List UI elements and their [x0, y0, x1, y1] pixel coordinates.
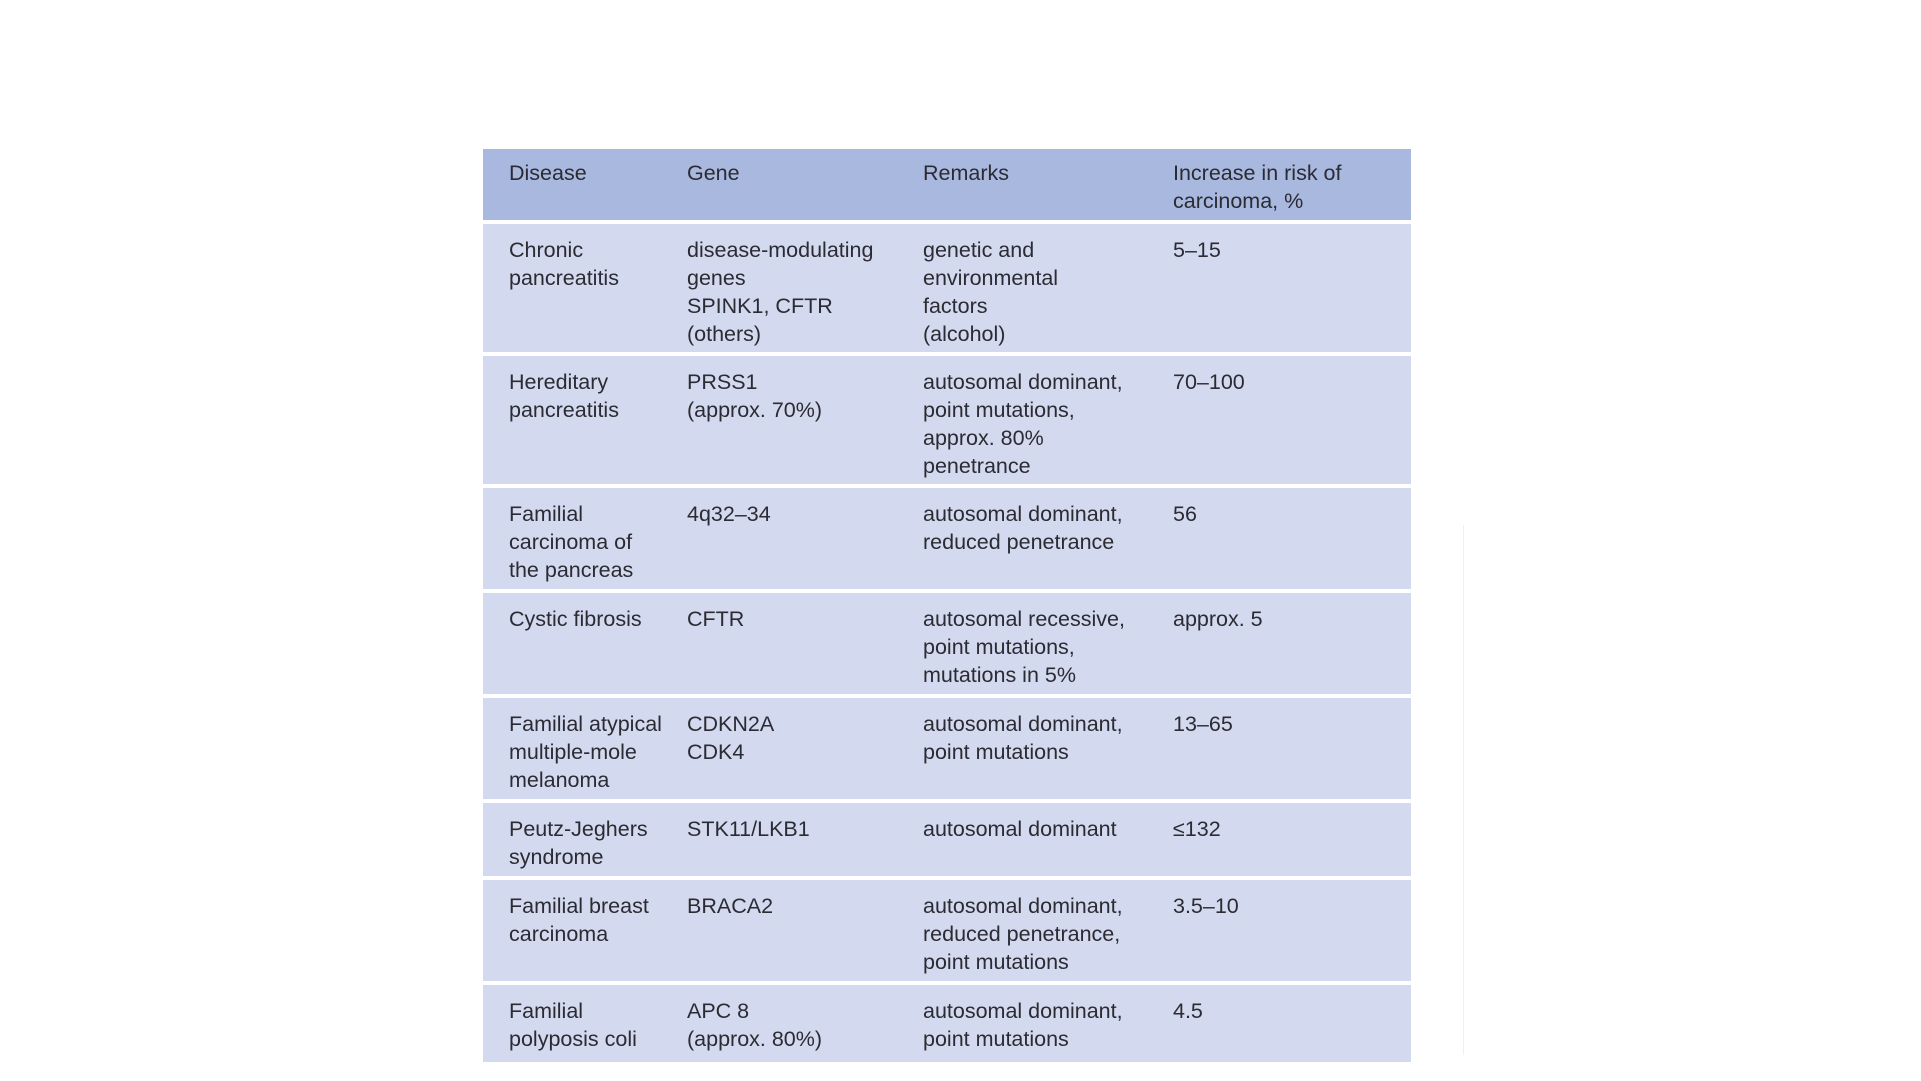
cell-remarks: autosomal dominant, point mutations [923, 698, 1173, 803]
cell-disease: Hereditary pancreatitis [483, 356, 687, 488]
header-gene: Gene [687, 149, 923, 224]
cell-remarks: autosomal recessive, point mutations, mutations in 5% [923, 593, 1173, 698]
cell-risk: 13–65 [1173, 698, 1411, 803]
cell-risk: 4.5 [1173, 985, 1411, 1062]
cell-remarks: autosomal dominant, point mutations, approx. 80% penetrance [923, 356, 1173, 488]
header-risk: Increase in risk of carcinoma, % [1173, 149, 1411, 224]
cell-gene: disease-modulating genes SPINK1, CFTR (others) [687, 224, 923, 356]
cell-risk: 56 [1173, 488, 1411, 593]
header-remarks: Remarks [923, 149, 1173, 224]
cell-risk: approx. 5 [1173, 593, 1411, 698]
header-disease: Disease [483, 149, 687, 224]
cell-remarks: genetic and environmental factors (alcohol) [923, 224, 1173, 356]
cell-remarks: autosomal dominant, reduced penetrance [923, 488, 1173, 593]
cell-risk: ≤132 [1173, 803, 1411, 880]
cell-remarks: autosomal dominant, point mutations [923, 985, 1173, 1062]
hereditary-pancreatic-risk-table [483, 149, 1411, 1062]
cell-gene: STK11/LKB1 [687, 803, 923, 880]
cell-gene: APC 8 (approx. 80%) [687, 985, 923, 1062]
cell-remarks: autosomal dominant [923, 803, 1173, 880]
cell-risk: 5–15 [1173, 224, 1411, 356]
cell-remarks: autosomal dominant, reduced penetrance, point mutations [923, 880, 1173, 985]
cell-gene: CDKN2A CDK4 [687, 698, 923, 803]
cell-gene: BRACA2 [687, 880, 923, 985]
cell-disease: Chronic pancreatitis [483, 224, 687, 356]
cell-disease: Cystic fibrosis [483, 593, 687, 698]
table-grid [483, 149, 1411, 1062]
cell-disease: Peutz-Jeghers syndrome [483, 803, 687, 880]
cell-disease: Familial polyposis coli [483, 985, 687, 1062]
cell-disease: Familial atypical multiple-mole melanoma [483, 698, 687, 803]
cell-risk: 70–100 [1173, 356, 1411, 488]
page-edge-divider [1463, 525, 1464, 1055]
cell-risk: 3.5–10 [1173, 880, 1411, 985]
cell-gene: CFTR [687, 593, 923, 698]
cell-disease: Familial breast carcinoma [483, 880, 687, 985]
cell-disease: Familial carcinoma of the pancreas [483, 488, 687, 593]
cell-gene: PRSS1 (approx. 70%) [687, 356, 923, 488]
cell-gene: 4q32–34 [687, 488, 923, 593]
